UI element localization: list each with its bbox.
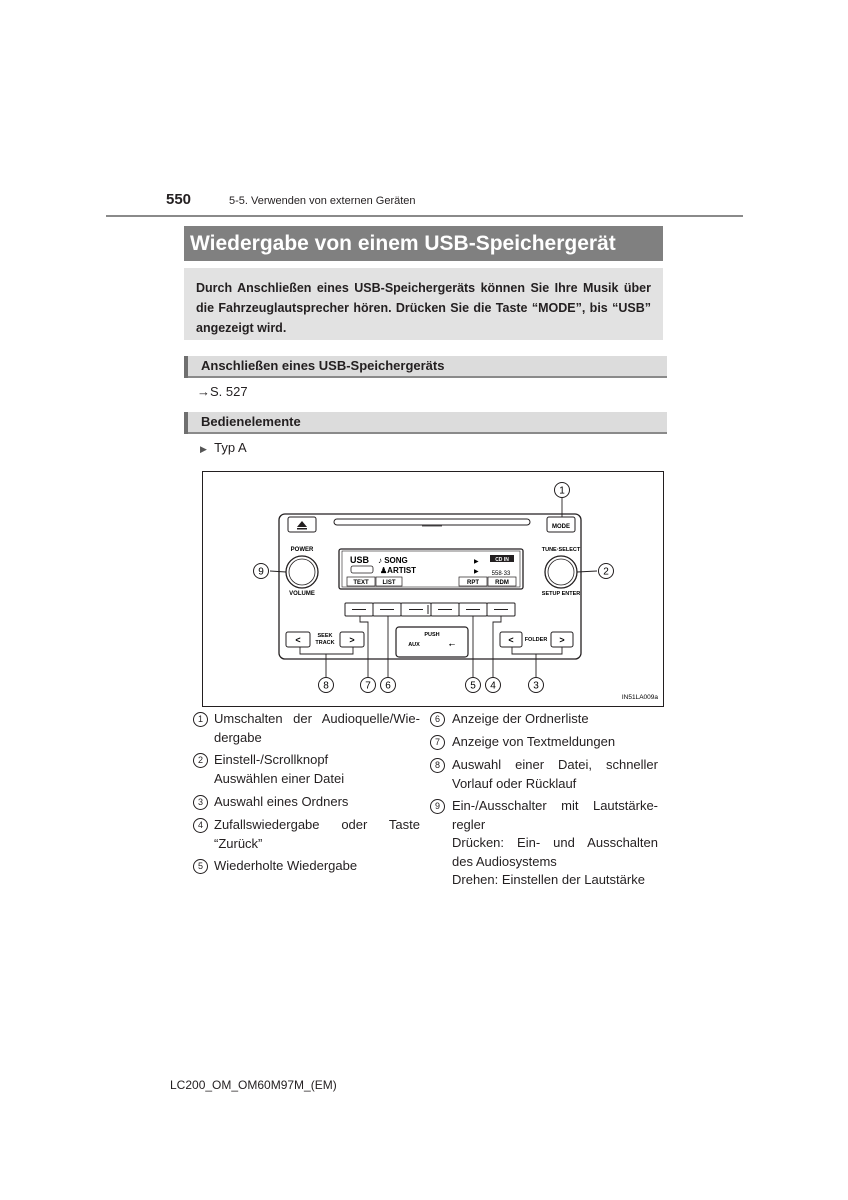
- callout-2: [599, 564, 614, 579]
- display-cd-in: CD IN: [495, 557, 509, 563]
- legend-number: 2: [193, 753, 208, 768]
- legend-number: 6: [430, 712, 445, 727]
- svg-text:8: 8: [323, 680, 329, 692]
- tune-select-knob[interactable]: [545, 556, 577, 588]
- callout-5: [466, 678, 481, 693]
- preset-buttons[interactable]: [345, 603, 515, 616]
- audio-unit-diagram: [202, 471, 664, 707]
- display-arrow: ▶: [474, 559, 479, 565]
- svg-text:5: 5: [470, 680, 476, 692]
- aux-label: AUX: [408, 642, 420, 648]
- legend-item: Anzeige von Textmeldungen: [452, 734, 616, 749]
- legend-number: 8: [430, 758, 445, 773]
- display-arrow: ▶: [474, 569, 479, 575]
- softkey-text: TEXT: [353, 580, 369, 586]
- seek-track-buttons[interactable]: [286, 632, 364, 647]
- mode-label: MODE: [552, 524, 570, 530]
- legend-item: Wiederholte Wiedergabe: [214, 858, 358, 873]
- svg-text:1: 1: [559, 485, 565, 497]
- legend-number: 1: [193, 712, 208, 727]
- header-rule: [106, 215, 743, 217]
- legend-item: Auswahl eines Ordners: [214, 794, 349, 809]
- subheading-controls: Bedienelemente: [188, 412, 667, 434]
- svg-text:9: 9: [258, 566, 264, 578]
- image-code: IN51LA009a: [621, 694, 658, 701]
- intro-box: Durch Anschließen eines USB-Speichergeräts können Sie Ihre Musik über die Fahrzeuglautsprecher hören. Drücken Sie die Taste “MODE”, bis “USB” angezeigt wird.: [184, 268, 663, 340]
- callout-1: [555, 483, 570, 498]
- legend-number: 7: [430, 735, 445, 750]
- tune-select-label: TUNE·SELECT: [541, 547, 581, 553]
- push-label: PUSH: [424, 632, 440, 638]
- display-song: ♪ SONG: [378, 556, 408, 565]
- legend-number: 9: [430, 799, 445, 814]
- page-number: 550: [166, 191, 192, 208]
- svg-text:4: 4: [490, 680, 496, 692]
- callout-7: [361, 678, 376, 693]
- usb-aux-port[interactable]: [396, 627, 468, 657]
- callout-4: [486, 678, 501, 693]
- document-code: LC200_OM_OM60M97M_(EM): [170, 1078, 337, 1092]
- folder-label: FOLDER: [524, 637, 548, 643]
- svg-text:<: <: [295, 635, 301, 645]
- usb-icon: ⭠: [448, 640, 456, 649]
- legend-number: 5: [193, 859, 208, 874]
- svg-text:3: 3: [533, 680, 539, 692]
- callout-9: [254, 564, 269, 579]
- softkey-rpt: RPT: [467, 580, 479, 586]
- legend-item: Anzeige der Ordnerliste: [452, 711, 589, 726]
- svg-text:<: <: [508, 635, 514, 645]
- callout-8: [319, 678, 334, 693]
- svg-text:7: 7: [365, 680, 371, 692]
- display-screen: [339, 549, 523, 589]
- display-source: USB: [350, 555, 370, 565]
- svg-text:6: 6: [385, 680, 391, 692]
- legend-item: Umschalten der Audioquelle/Wie- dergabe: [214, 711, 420, 745]
- callout-3: [529, 678, 544, 693]
- type-label: [200, 440, 247, 455]
- svg-text:>: >: [559, 635, 565, 645]
- track-label: TRACK: [315, 640, 335, 646]
- softkey-list: LIST: [382, 580, 396, 586]
- svg-text:>: >: [349, 635, 355, 645]
- legend-item: Ein-/Ausschalter mit Lautstärke- regler Drücken: Ein- und Ausschalten des Audiosystems Drehen: Einstellen der Lautstärke: [452, 798, 658, 887]
- type-label-text: Typ A: [214, 440, 247, 455]
- page-reference-link[interactable]: →S. 527: [197, 384, 248, 399]
- setup-enter-label: SETUP ENTER: [541, 591, 581, 597]
- display-time: 558·33: [491, 571, 511, 577]
- triangle-bullet-icon: ▶: [200, 444, 207, 454]
- page-title: Wiedergabe von einem USB-Speichergerät: [184, 226, 663, 261]
- callout-6: [381, 678, 396, 693]
- legend-number: 4: [193, 818, 208, 833]
- seek-label: SEEK: [317, 633, 333, 639]
- legend-item: Einstell-/Scrollknopf Auswählen einer Datei: [214, 752, 345, 786]
- section-label: 5-5. Verwenden von externen Geräten: [229, 195, 416, 207]
- svg-text:2: 2: [603, 566, 609, 578]
- folder-icon: [351, 566, 373, 573]
- legend-item: Zufallswiedergabe oder Taste “Zurück”: [214, 817, 420, 851]
- legend-number: 3: [193, 795, 208, 810]
- legend-item: Auswahl einer Datei, schneller Vorlauf oder Rücklauf: [452, 757, 658, 791]
- volume-knob[interactable]: [286, 556, 318, 588]
- volume-label: VOLUME: [289, 591, 315, 597]
- softkey-rdm: RDM: [495, 580, 509, 586]
- power-label: POWER: [290, 547, 314, 553]
- display-artist: ♟ARTIST: [380, 566, 417, 575]
- subheading-connect: Anschließen eines USB-Speichergeräts: [188, 356, 667, 378]
- eject-button[interactable]: [288, 517, 316, 532]
- mode-button[interactable]: [547, 517, 575, 532]
